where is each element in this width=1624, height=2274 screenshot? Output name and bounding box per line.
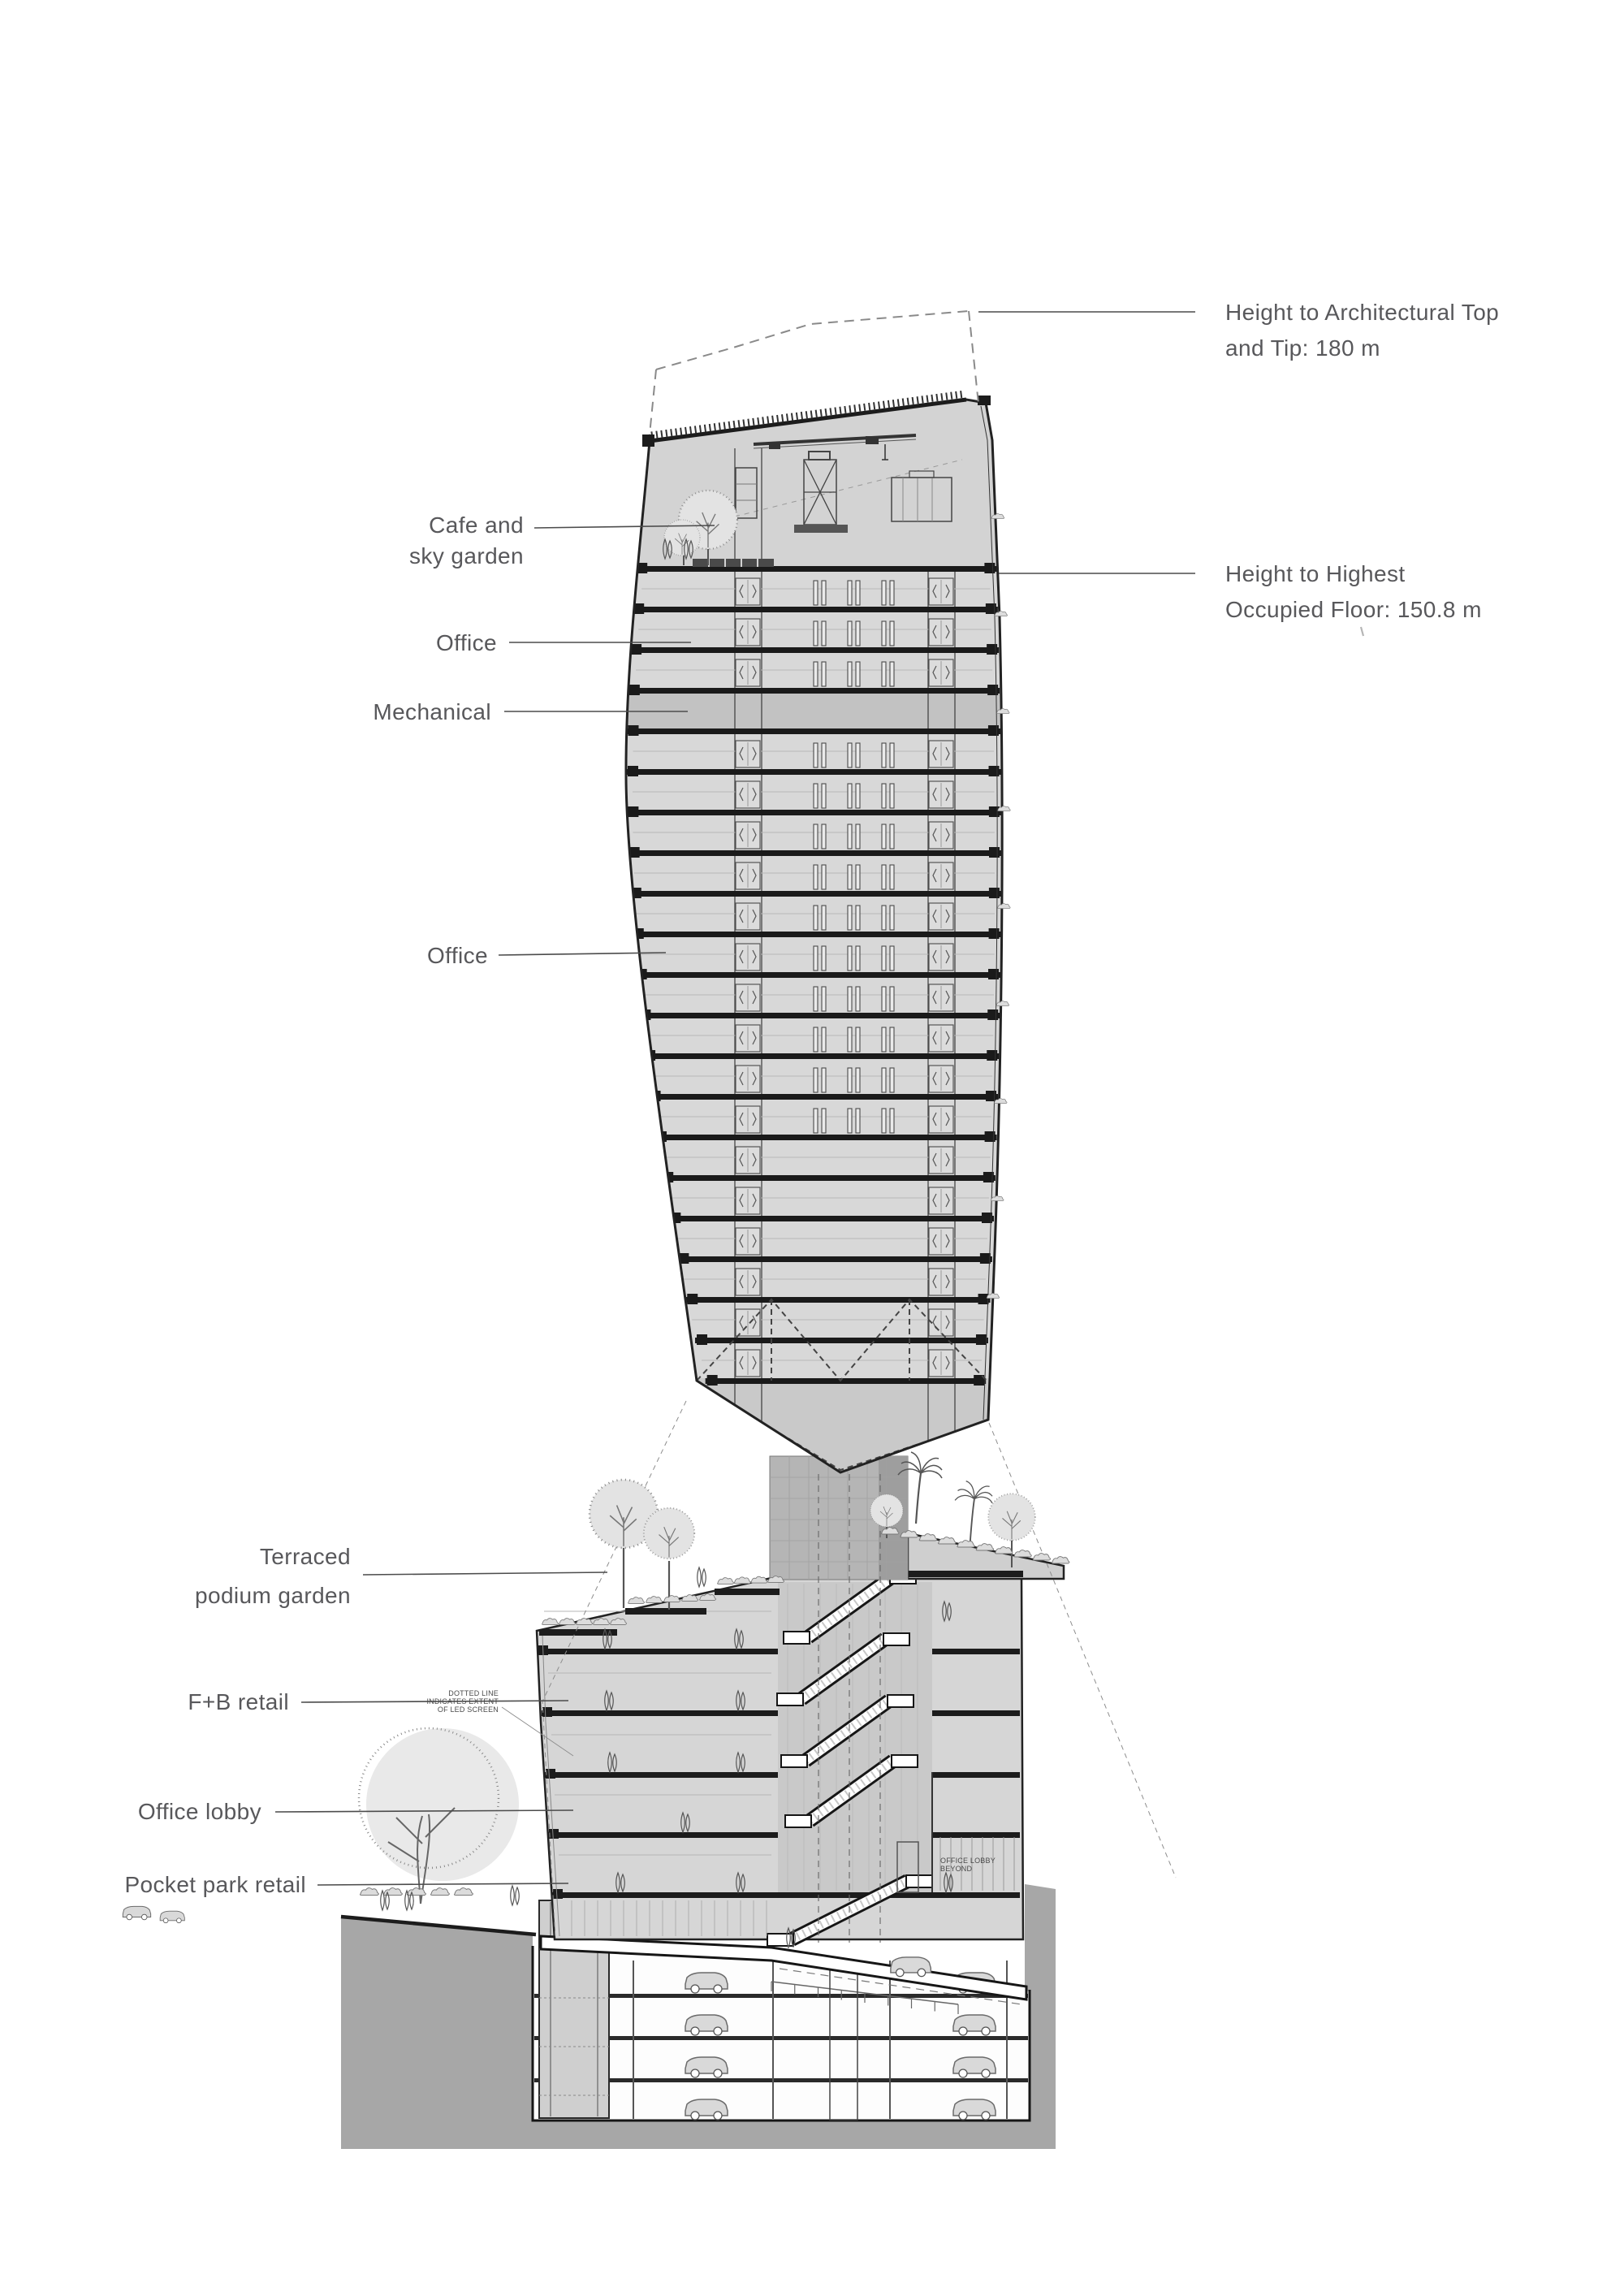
person-icon xyxy=(511,1886,520,1905)
shrub-icon xyxy=(718,1578,734,1584)
slab-end-cap xyxy=(987,1050,997,1061)
erased-text-artifact xyxy=(1361,627,1363,636)
label-office-lower: Office xyxy=(426,943,488,968)
label-height-highest-occupied: Occupied Floor: 150.8 m xyxy=(1225,597,1482,622)
slab-end-cap xyxy=(628,725,638,736)
elevator-door-icon xyxy=(736,944,760,971)
floor-slab xyxy=(628,850,1001,856)
slab-end-cap xyxy=(631,644,641,655)
elevator-door-icon xyxy=(736,1106,760,1133)
slab-end-cap xyxy=(650,1091,661,1101)
escalator-landing xyxy=(784,1632,810,1644)
note-led-screen: DOTTED LINE xyxy=(448,1689,499,1697)
slab-end-cap xyxy=(976,1334,987,1345)
terrace-slab xyxy=(625,1608,706,1615)
slab-end-cap xyxy=(707,1375,718,1386)
parapet-block xyxy=(978,396,991,405)
floor-slab xyxy=(685,1297,990,1303)
slab-end-cap xyxy=(988,969,999,979)
escalator-landing xyxy=(781,1755,807,1767)
elevator-door-icon xyxy=(929,1269,953,1295)
shrub-icon xyxy=(1052,1557,1070,1563)
slab-end-cap xyxy=(546,1769,555,1779)
shrub-icon xyxy=(1014,1550,1032,1557)
slab-end-cap xyxy=(628,806,638,817)
elevator-door-icon xyxy=(929,1147,953,1174)
floor-slab xyxy=(628,688,1000,694)
label-office-upper: Office xyxy=(435,630,497,655)
elevator-door-icon xyxy=(736,781,760,808)
elevator-door-icon xyxy=(929,1106,953,1133)
elevator-door-icon xyxy=(929,619,953,646)
podium-floor-slab xyxy=(932,1649,1020,1654)
elevator-door-icon xyxy=(736,984,760,1011)
elevator-door-icon xyxy=(736,1269,760,1295)
floor-slab xyxy=(649,1094,998,1100)
label-height-architectural-top: and Tip: 180 m xyxy=(1225,335,1380,361)
floor-slab xyxy=(643,1053,999,1059)
shrub-icon xyxy=(919,1534,937,1541)
label-height-highest-occupied: Height to Highest xyxy=(1225,561,1406,586)
elevator-door-icon xyxy=(929,1187,953,1214)
slab-end-cap xyxy=(697,1334,707,1345)
elevator-door-icon xyxy=(736,903,760,930)
elevator-door-icon xyxy=(736,619,760,646)
elevator-door-icon xyxy=(929,1350,953,1377)
floor-slab xyxy=(635,566,996,572)
floor-slab xyxy=(695,1338,988,1343)
label-office-lobby: Office lobby xyxy=(137,1799,261,1824)
escalator-landing xyxy=(888,1695,914,1707)
elevator-door-icon xyxy=(929,1228,953,1255)
elevator-door-icon xyxy=(929,1309,953,1336)
podium-floor-slab xyxy=(932,1710,1020,1716)
floor-slab xyxy=(635,972,1000,978)
elevator-door-icon xyxy=(736,1309,760,1336)
escalator-landing xyxy=(785,1815,811,1827)
elevator-door-icon xyxy=(929,984,953,1011)
floor-slab xyxy=(654,1135,997,1140)
floor-slab xyxy=(629,891,1001,897)
escalator-landing xyxy=(883,1633,909,1645)
elevator-door-icon xyxy=(736,659,760,686)
escalator-landing xyxy=(892,1755,918,1767)
shrub-icon xyxy=(1033,1554,1051,1560)
shrub-icon xyxy=(957,1541,975,1547)
podium-floor-slab xyxy=(548,1832,778,1838)
elevator-door-icon xyxy=(929,578,953,605)
slab-end-cap xyxy=(989,928,1000,939)
slab-end-cap xyxy=(987,1009,998,1020)
person-icon xyxy=(698,1567,706,1587)
slab-end-cap xyxy=(542,1707,552,1717)
elevator-door-icon xyxy=(929,944,953,971)
label-fb-retail: F+B retail xyxy=(188,1689,289,1714)
slab-end-cap xyxy=(645,1050,655,1061)
elevator-door-icon xyxy=(736,1228,760,1255)
floor-slab xyxy=(706,1378,987,1384)
elevator-door-icon xyxy=(929,741,953,767)
elevator-door-icon xyxy=(929,781,953,808)
elevator-door-icon xyxy=(736,1350,760,1377)
shrub-icon xyxy=(628,1597,645,1604)
floor-slab xyxy=(629,647,999,653)
escalator-landing xyxy=(906,1875,932,1887)
floor-slab xyxy=(626,769,1001,775)
note-office-lobby-beyond: BEYOND xyxy=(940,1865,973,1873)
slab-end-cap xyxy=(980,1253,991,1264)
sky-garden-bench xyxy=(693,559,774,567)
floor-slab xyxy=(638,1013,1000,1018)
floor-slab xyxy=(668,1216,994,1221)
elevator-door-icon xyxy=(929,822,953,849)
label-mechanical: Mechanical xyxy=(373,699,491,724)
shrub-icon xyxy=(542,1619,559,1625)
slab-end-cap xyxy=(984,563,995,573)
pocket-park-tree xyxy=(359,1728,519,1904)
slab-end-cap xyxy=(628,766,638,776)
floor-slab xyxy=(661,1175,996,1181)
shrub-icon xyxy=(734,1577,750,1584)
shrub-icon xyxy=(939,1537,957,1544)
label-cafe-sky-garden: Cafe and xyxy=(429,512,524,538)
slab-end-cap xyxy=(687,1294,698,1304)
label-height-architectural-top: Height to Architectural Top xyxy=(1225,300,1500,325)
elevator-door-icon xyxy=(929,862,953,889)
parapet-block xyxy=(642,434,654,447)
elevator-door-icon xyxy=(736,862,760,889)
slab-end-cap xyxy=(549,1829,559,1839)
tower-section xyxy=(617,394,1007,1476)
podium-floor-slab xyxy=(545,1772,778,1778)
slab-end-cap xyxy=(989,806,1000,817)
elevator-door-icon xyxy=(929,1025,953,1052)
elevator-door-icon xyxy=(736,1147,760,1174)
podium-floor-slab xyxy=(542,1710,778,1716)
floor-slab xyxy=(676,1256,992,1262)
podium-floor-slab xyxy=(538,1649,778,1654)
slab-end-cap xyxy=(989,847,1000,858)
label-terraced-podium-garden: podium garden xyxy=(195,1583,351,1608)
escalator-landing xyxy=(777,1693,803,1706)
podium-floor-slab xyxy=(552,1892,1020,1898)
elevator-door-icon xyxy=(736,1025,760,1052)
shrub-icon xyxy=(559,1619,576,1625)
shrub-icon xyxy=(996,1547,1013,1554)
podium-floor-slab xyxy=(932,1772,1020,1778)
podium-floor-slab xyxy=(932,1832,1020,1838)
slab-end-cap xyxy=(629,685,640,695)
elevator-door-icon xyxy=(736,578,760,605)
shrub-icon xyxy=(360,1888,378,1896)
label-terraced-podium-garden: Terraced xyxy=(259,1544,351,1569)
shrub-icon xyxy=(454,1888,473,1896)
elevator-door-icon xyxy=(929,659,953,686)
note-led-screen: INDICATES EXTENT xyxy=(426,1697,499,1706)
shrub-icon xyxy=(751,1576,767,1583)
note-led-screen: OF LED SCREEN xyxy=(437,1706,499,1714)
shrub-icon xyxy=(976,1544,994,1550)
shrub-icon xyxy=(646,1597,663,1603)
slab-end-cap xyxy=(989,766,1000,776)
floor-slab xyxy=(632,607,998,612)
floor-slab xyxy=(632,932,1001,937)
note-office-lobby-beyond: OFFICE LOBBY xyxy=(940,1857,996,1865)
terrace-slab xyxy=(715,1589,780,1595)
atrium-wall xyxy=(778,1582,932,1892)
label-pocket-park-retail: Pocket park retail xyxy=(124,1872,306,1897)
slab-end-cap xyxy=(978,1294,989,1304)
slab-end-cap xyxy=(989,888,1000,898)
floor-slab xyxy=(626,810,1000,815)
shrub-icon xyxy=(430,1888,449,1896)
label-cafe-sky-garden: sky garden xyxy=(409,543,524,568)
elevator-door-icon xyxy=(736,741,760,767)
floor-slab xyxy=(626,728,1000,734)
elevator-door-icon xyxy=(736,1066,760,1092)
slab-end-cap xyxy=(553,1889,563,1899)
elevator-door-icon xyxy=(736,1187,760,1214)
elevator-door-icon xyxy=(929,1066,953,1092)
shrub-icon xyxy=(664,1596,680,1602)
elevator-door-icon xyxy=(736,822,760,849)
elevator-door-icon xyxy=(929,903,953,930)
